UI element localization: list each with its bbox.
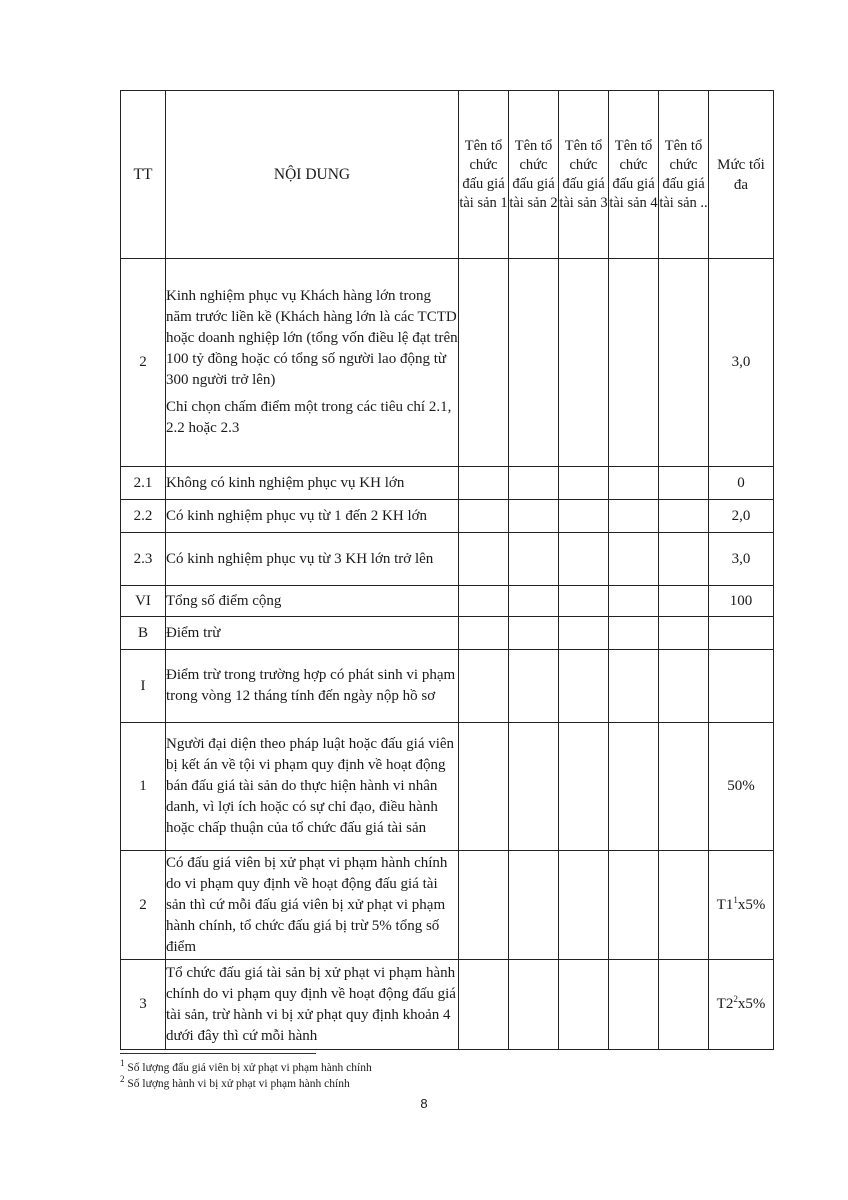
score-cell[interactable] <box>509 851 559 960</box>
row-content: Điểm trừ trong trường hợp có phát sinh vi phạm trong vòng 12 tháng tính đến ngày nộp hồ sơ <box>166 650 459 723</box>
score-cell[interactable] <box>609 851 659 960</box>
score-cell[interactable] <box>659 259 709 467</box>
max-score-tail: x5% <box>737 896 766 913</box>
table-row <box>121 723 774 851</box>
header-max-score: Mức tối đa <box>709 91 774 259</box>
score-cell[interactable] <box>509 723 559 851</box>
score-cell[interactable] <box>509 960 559 1050</box>
row-content: Tổ chức đấu giá tài sản bị xử phạt vi phạm hành chính do vi phạm quy định về hoạt động đấu giá tài sản, trừ hành vi bị xử phạt quy định khoản 4 dưới đây thì cứ mỗi hành <box>166 960 459 1050</box>
table-row <box>121 467 774 500</box>
score-cell[interactable] <box>459 467 509 500</box>
max-score: 3,0 <box>709 533 774 586</box>
score-cell[interactable] <box>609 617 659 650</box>
row-number: 2.2 <box>121 500 166 533</box>
row-content: Không có kinh nghiệm phục vụ KH lớn <box>166 467 459 500</box>
row-number: 2 <box>121 851 166 960</box>
score-cell[interactable] <box>559 960 609 1050</box>
score-cell[interactable] <box>559 467 609 500</box>
header-org-3: Tên tổ chức đấu giá tài sản 3 <box>559 91 609 259</box>
table-row <box>121 851 774 960</box>
footnote-text: Số lượng đấu giá viên bị xử phạt vi phạm hành chính <box>124 1062 372 1074</box>
row-content: Điểm trừ <box>166 617 459 650</box>
score-cell[interactable] <box>609 467 659 500</box>
max-score <box>709 650 774 723</box>
score-cell[interactable] <box>459 259 509 467</box>
footnote-mark: 1 <box>120 1058 125 1069</box>
max-score-base: T2 <box>716 996 734 1012</box>
score-cell[interactable] <box>659 650 709 723</box>
score-cell[interactable] <box>459 500 509 533</box>
score-cell[interactable] <box>509 259 559 467</box>
header-org-1: Tên tổ chức đấu giá tài sản 1 <box>459 91 509 259</box>
score-cell[interactable] <box>659 851 709 960</box>
max-score <box>709 617 774 650</box>
score-cell[interactable] <box>659 500 709 533</box>
footnote-ref: 1 <box>733 894 738 905</box>
max-score: 2,0 <box>709 500 774 533</box>
score-cell[interactable] <box>509 617 559 650</box>
row-number: 1 <box>121 723 166 851</box>
row-content: Người đại diện theo pháp luật hoặc đấu giá viên bị kết án về tội vi phạm quy định về hoạt động bán đấu giá tài sản do thực hiện hành vi nhân danh, vì lợi ích hoặc có sự chỉ đạo, điều hành hoặc chấp thuận của tổ chức đấu giá tài sản <box>166 723 459 851</box>
row-content <box>166 259 459 467</box>
score-cell[interactable] <box>659 960 709 1050</box>
score-cell[interactable] <box>659 467 709 500</box>
table-row <box>121 960 774 1050</box>
table-row <box>121 500 774 533</box>
score-cell[interactable] <box>609 500 659 533</box>
score-cell[interactable] <box>459 533 509 586</box>
row-content-text: Kinh nghiệm phục vụ Khách hàng lớn trong năm trước liền kề (Khách hàng lớn là các TCTD hoặc doanh nghiệp lớn (tổng vốn điều lệ đạt trên 100 tỷ đồng hoặc có tổng số người lao động từ 300 người trở lên) <box>166 288 458 388</box>
score-cell[interactable] <box>559 500 609 533</box>
score-cell[interactable] <box>659 586 709 617</box>
row-number: I <box>121 650 166 723</box>
row-content: Có kinh nghiệm phục vụ từ 1 đến 2 KH lớn <box>166 500 459 533</box>
row-number: 3 <box>121 960 166 1050</box>
score-cell[interactable] <box>609 650 659 723</box>
score-cell[interactable] <box>559 617 609 650</box>
table-row <box>121 586 774 617</box>
footnote-mark: 2 <box>120 1074 125 1085</box>
score-cell[interactable] <box>459 851 509 960</box>
row-content: Tổng số điểm cộng <box>166 586 459 617</box>
table-row <box>121 650 774 723</box>
row-number: 2.1 <box>121 467 166 500</box>
row-number: B <box>121 617 166 650</box>
score-cell[interactable] <box>559 851 609 960</box>
max-score: 3,0 <box>709 259 774 467</box>
footnote-2 <box>120 1074 350 1092</box>
score-cell[interactable] <box>559 586 609 617</box>
footnote-1 <box>120 1058 372 1076</box>
row-number: 2.3 <box>121 533 166 586</box>
row-content: Có kinh nghiệm phục vụ từ 3 KH lớn trở lên <box>166 533 459 586</box>
max-score: 100 <box>709 586 774 617</box>
score-cell[interactable] <box>459 617 509 650</box>
score-cell[interactable] <box>609 259 659 467</box>
header-content: NỘI DUNG <box>166 91 459 259</box>
score-cell[interactable] <box>459 586 509 617</box>
header-org-2: Tên tổ chức đấu giá tài sản 2 <box>509 91 559 259</box>
score-cell[interactable] <box>509 586 559 617</box>
score-cell[interactable] <box>509 500 559 533</box>
row-number: VI <box>121 586 166 617</box>
page-number: 8 <box>420 1096 428 1111</box>
score-cell[interactable] <box>609 533 659 586</box>
score-cell[interactable] <box>659 723 709 851</box>
score-cell[interactable] <box>659 533 709 586</box>
max-score-base: T1 <box>716 896 734 913</box>
row-content-note: Chỉ chọn chấm điểm một trong các tiêu chí 2.1, 2.2 hoặc 2.3 <box>166 399 452 436</box>
table-row <box>121 617 774 650</box>
score-cell[interactable] <box>459 723 509 851</box>
header-org-5: Tên tổ chức đấu giá tài sản .. <box>659 91 709 259</box>
score-cell[interactable] <box>509 650 559 723</box>
score-cell[interactable] <box>559 259 609 467</box>
score-cell[interactable] <box>609 586 659 617</box>
score-cell[interactable] <box>559 723 609 851</box>
max-score <box>709 851 774 960</box>
score-cell[interactable] <box>559 533 609 586</box>
score-cell[interactable] <box>559 650 609 723</box>
header-row <box>121 91 774 259</box>
footnote-ref: 2 <box>733 994 738 1004</box>
score-cell[interactable] <box>459 960 509 1050</box>
criteria-table <box>120 90 774 1050</box>
table-row <box>121 259 774 467</box>
header-org-4: Tên tổ chức đấu giá tài sản 4 <box>609 91 659 259</box>
max-score: 0 <box>709 467 774 500</box>
score-cell[interactable] <box>609 960 659 1050</box>
max-score-tail: x5% <box>737 996 766 1012</box>
score-cell[interactable] <box>659 617 709 650</box>
table-row <box>121 533 774 586</box>
footnote-text: Số lượng hành vi bị xử phạt vi phạm hành chính <box>124 1078 350 1090</box>
max-score: 50% <box>709 723 774 851</box>
max-score <box>709 960 774 1050</box>
row-content: Có đấu giá viên bị xử phạt vi phạm hành chính do vi phạm quy định về hoạt động đấu giá tài sản thì cứ mỗi đấu giá viên bị xử phạt vi phạm hành chính, tổ chức đấu giá bị trừ 5% tổng số điểm <box>166 851 459 960</box>
score-cell[interactable] <box>509 467 559 500</box>
footnote-separator <box>120 1053 316 1054</box>
score-cell[interactable] <box>459 650 509 723</box>
score-cell[interactable] <box>509 533 559 586</box>
score-cell[interactable] <box>609 723 659 851</box>
header-tt: TT <box>121 91 166 259</box>
row-number: 2 <box>121 259 166 467</box>
